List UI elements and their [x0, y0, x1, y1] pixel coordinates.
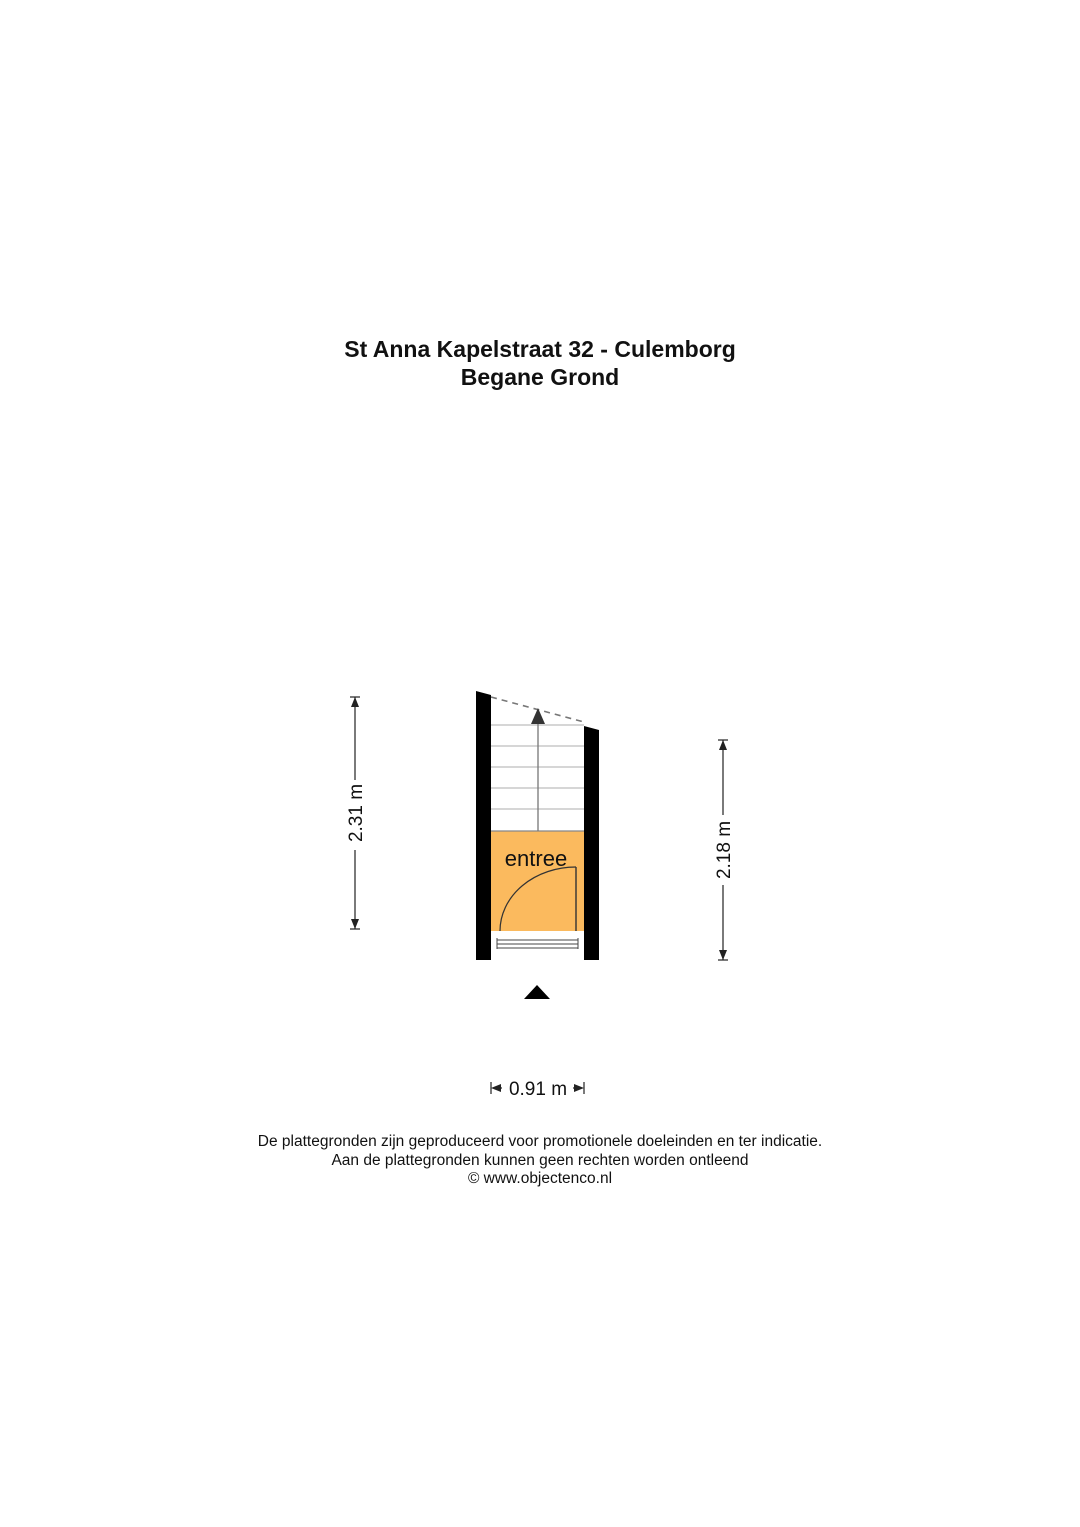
triangle-up-icon [524, 985, 550, 999]
dimension-left-height [346, 697, 367, 929]
dimension-right-height [714, 740, 735, 960]
dimension-left-label: 2.31 m [346, 783, 367, 843]
dimension-width [491, 1079, 584, 1100]
floor-title: Begane Grond [460, 364, 620, 390]
disclaimer-line-1: De plattegronden zijn geproduceerd voor promotionele doeleinden en ter indicatie. [257, 1133, 823, 1150]
plan-title: St Anna Kapelstraat 32 - Culemborg [344, 336, 736, 362]
arrow-up-icon [531, 708, 545, 831]
left-wall [476, 691, 491, 960]
dimension-width-label: 0.91 m [508, 1079, 568, 1100]
room-label: entree [504, 846, 568, 871]
right-wall [584, 726, 599, 960]
copyright-line: © www.objectenco.nl [467, 1170, 613, 1187]
threshold [491, 931, 584, 949]
disclaimer-line-2: Aan de plattegronden kunnen geen rechten worden ontleend [331, 1152, 749, 1169]
dimension-right-label: 2.18 m [714, 820, 735, 880]
